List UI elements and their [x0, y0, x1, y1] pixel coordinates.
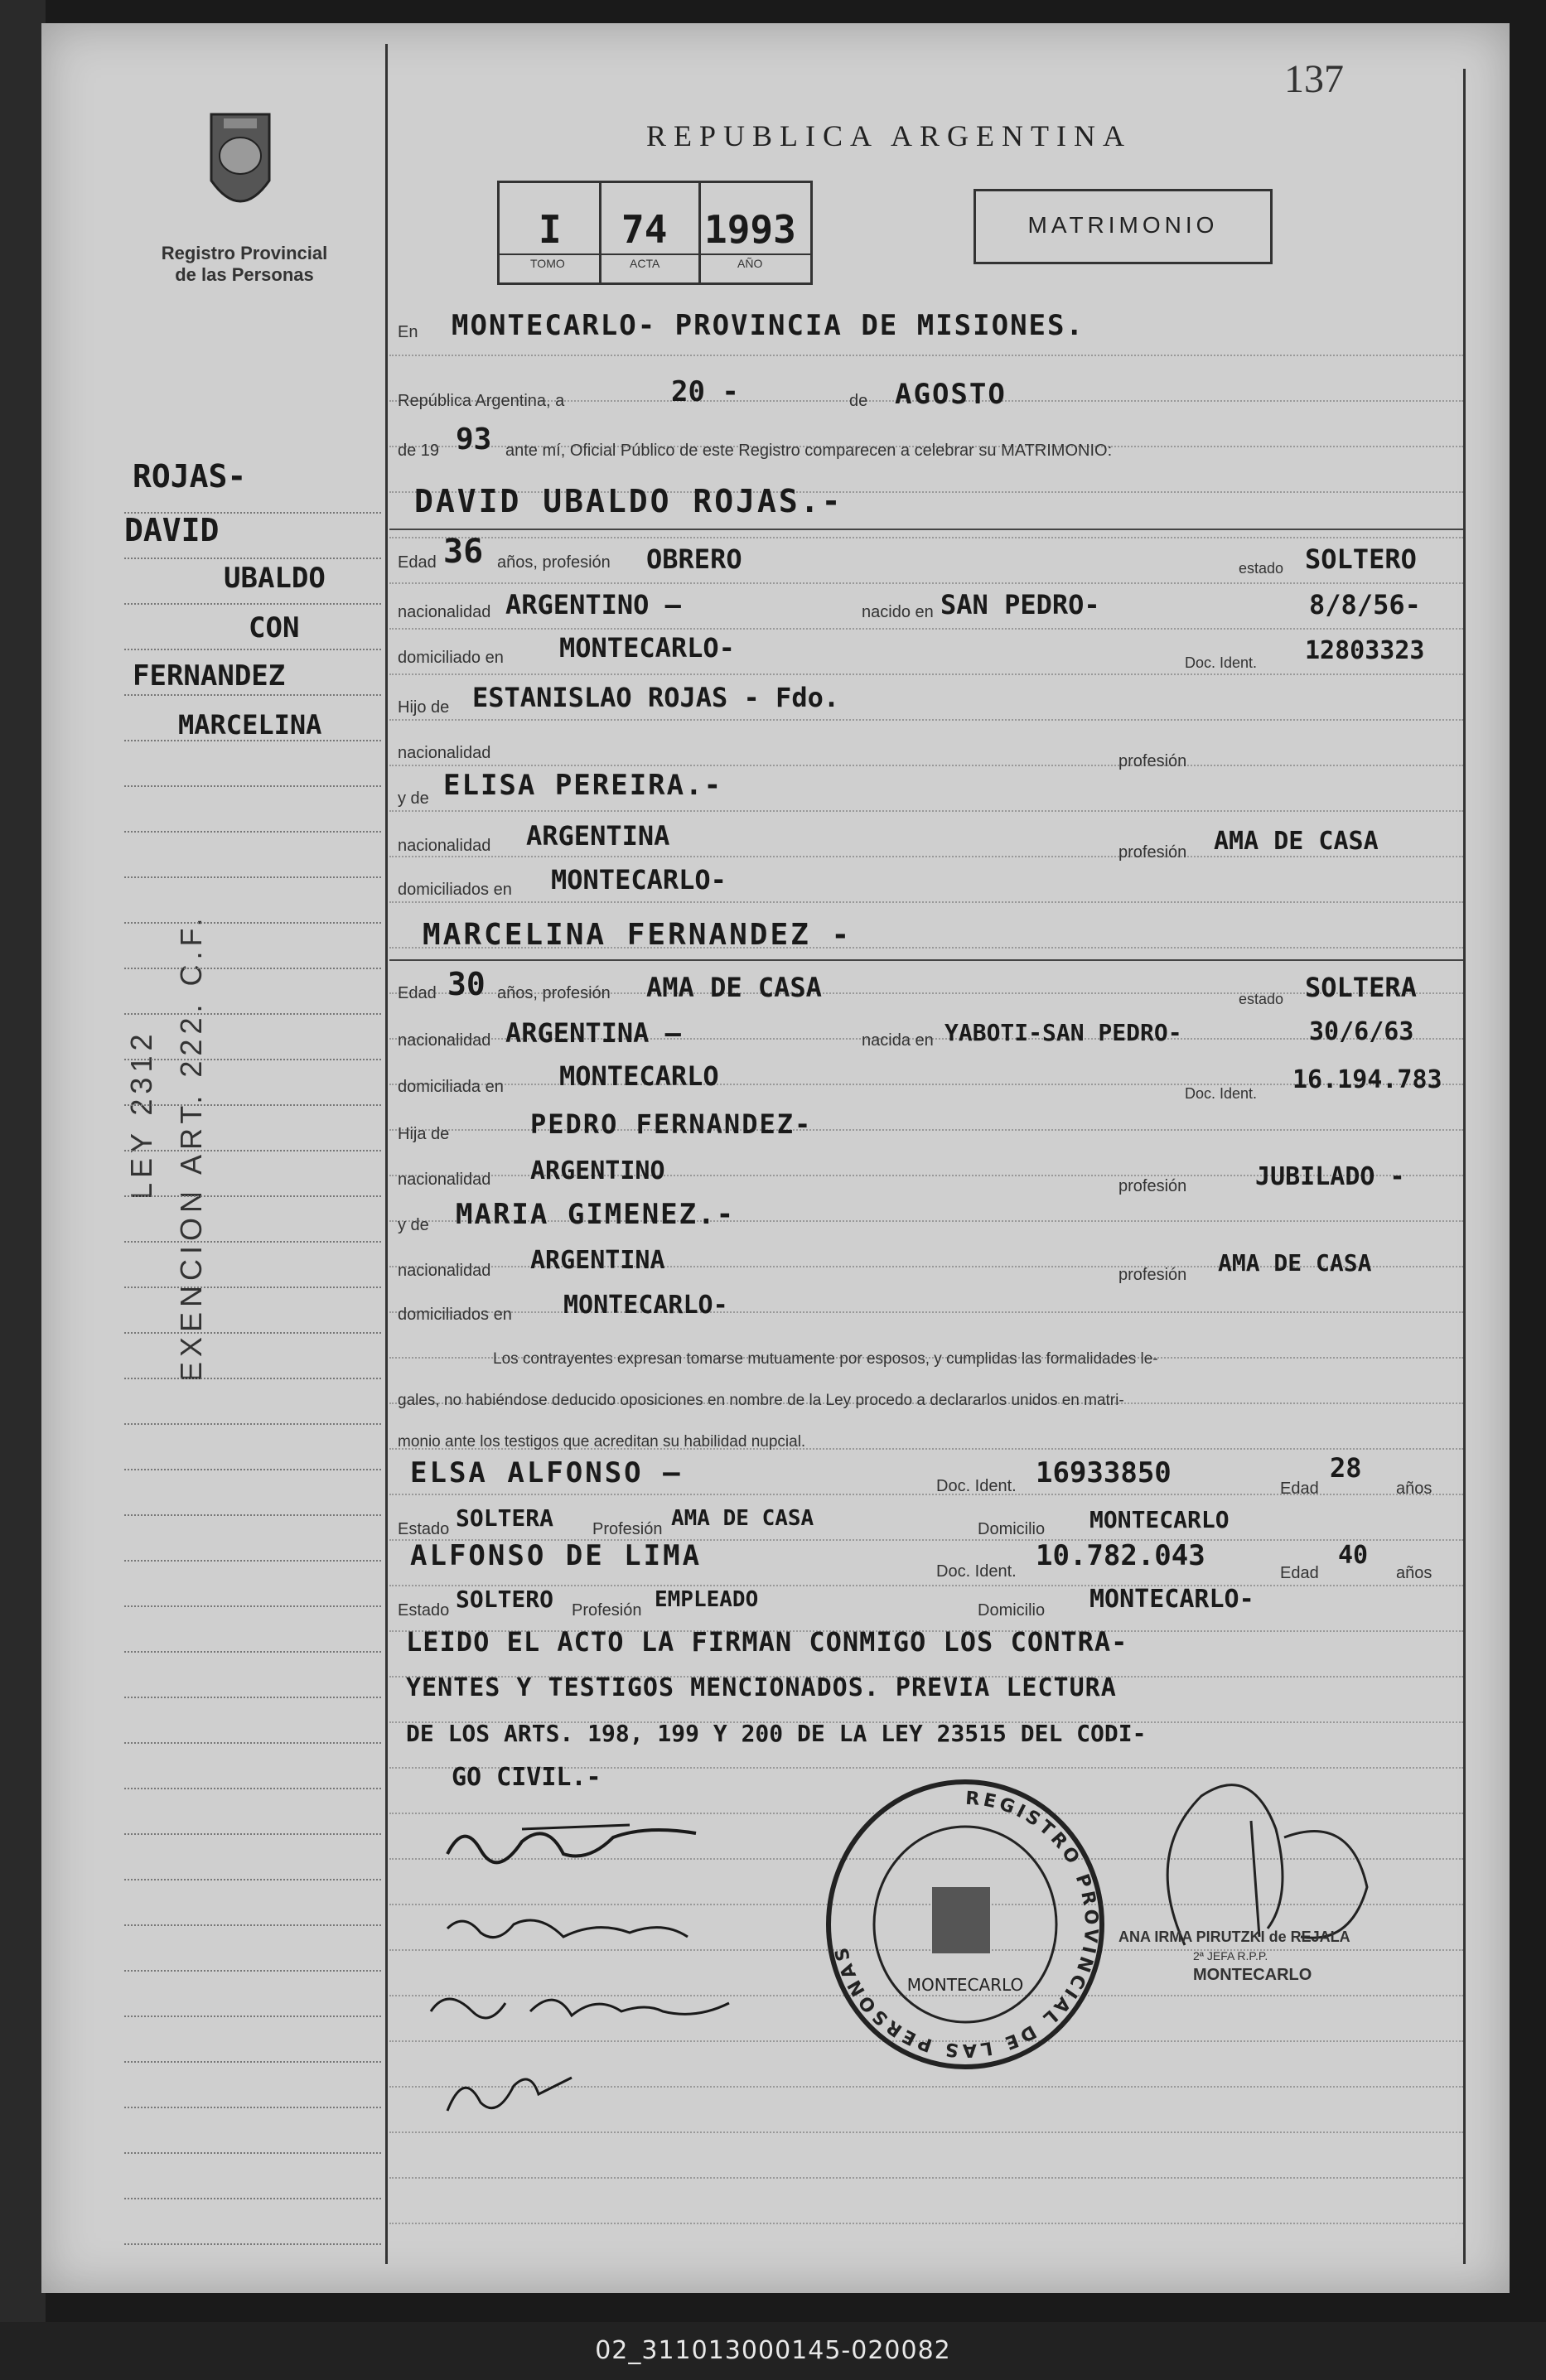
groom-doc: 12803323	[1305, 636, 1425, 665]
body-rule	[389, 2223, 1463, 2224]
witness2-edad: 40	[1338, 1541, 1369, 1570]
bride-profesion-label: años, profesión	[497, 984, 611, 1002]
witness1-signature	[414, 1970, 762, 2044]
book-spine	[0, 0, 46, 2380]
groom-hijo-label: Hijo de	[398, 698, 450, 717]
margin-rule	[124, 2198, 381, 2199]
witness1-estado-label: Estado	[398, 1520, 450, 1538]
witness2-doc: 10.782.043	[1036, 1539, 1205, 1572]
bride-domicilio-label: domiciliada en	[398, 1078, 504, 1096]
body-rule	[389, 537, 1463, 538]
groom-padre-nac-label: nacionalidad	[398, 744, 491, 762]
declaration-line-1: Los contrayentes expresan tomarse mutuamente por esposos, y cumplidas las formalidades le-	[493, 1350, 1158, 1368]
margin-rule	[124, 512, 381, 514]
margin-rule	[124, 2152, 381, 2154]
bride-fecha: 30/6/63	[1309, 1017, 1414, 1046]
intro-day: 20 -	[671, 375, 739, 408]
margin-rule	[124, 1150, 381, 1151]
bride-padre-nac-label: nacionalidad	[398, 1171, 491, 1189]
margin-rule	[124, 1059, 381, 1060]
margin-rule	[124, 2107, 381, 2108]
groom-madre-nac-label: nacionalidad	[398, 837, 491, 855]
ano-value: 1993	[704, 207, 796, 252]
bride-domicilio: MONTECARLO	[559, 1060, 719, 1092]
groom-domicilio-label: domiciliado en	[398, 649, 504, 667]
tomo-label: TOMO	[530, 257, 565, 270]
closing-line-4: GO CIVIL.-	[452, 1763, 601, 1792]
margin-rule	[124, 1378, 381, 1379]
groom-separator	[389, 529, 1463, 530]
official-name: ANA IRMA PIRUTZKI de REJALA	[1118, 1929, 1350, 1945]
witness1-edad: 28	[1330, 1452, 1362, 1484]
margin-rule	[124, 2061, 381, 2063]
closing-line-3: DE LOS ARTS. 198, 199 Y 200 DE LA LEY 23515 DEL CODI-	[406, 1720, 1147, 1747]
margin-rule	[124, 1195, 381, 1197]
official-title: 2ª JEFA R.P.P.	[1193, 1949, 1268, 1962]
bride-padre: PEDRO FERNANDEZ-	[530, 1108, 813, 1140]
witness2-estado: SOLTERO	[456, 1586, 554, 1613]
bride-yde-label: y de	[398, 1216, 429, 1234]
groom-profesion-label: años, profesión	[497, 553, 611, 572]
bride-madre-prof: AMA DE CASA	[1218, 1249, 1372, 1277]
groom-madre-prof: AMA DE CASA	[1214, 827, 1379, 856]
crest-icon	[199, 106, 282, 230]
groom-nacionalidad: ARGENTINO —	[505, 589, 681, 620]
margin-stamp-exempt: EXENCION ART. 222. C.F.	[174, 913, 208, 1382]
witness1-profesion-label: Profesión	[592, 1520, 663, 1538]
groom-domiciliados: MONTECARLO-	[551, 864, 727, 896]
witness1-doc: 16933850	[1036, 1456, 1172, 1489]
bride-nacida: YABOTI-SAN PEDRO-	[945, 1019, 1182, 1046]
bride-edad: 30	[447, 966, 486, 1002]
groom-estado: SOLTERO	[1305, 543, 1417, 575]
witness2-domicilio: MONTECARLO-	[1089, 1585, 1254, 1614]
margin-rule	[124, 1833, 381, 1835]
body-rule	[389, 673, 1463, 675]
groom-nacido-label: nacido en	[862, 603, 934, 621]
bride-padre-prof-label: profesión	[1118, 1177, 1187, 1195]
bride-nacionalidad: ARGENTINA —	[505, 1017, 681, 1049]
witness1-name: ELSA ALFONSO —	[410, 1456, 683, 1489]
groom-domiciliados-label: domiciliados en	[398, 881, 512, 899]
seal-center-text: MONTECARLO	[906, 1975, 1024, 1995]
official-seal	[812, 1771, 1118, 2078]
witness2-profesion-label: Profesión	[572, 1601, 642, 1620]
margin-line-4: CON	[249, 611, 300, 644]
witness2-doc-label: Doc. Ident.	[936, 1562, 1017, 1581]
margin-rule	[124, 1560, 381, 1562]
margin-rule	[124, 1514, 381, 1516]
bride-madre-nac-label: nacionalidad	[398, 1262, 491, 1280]
bride-nacionalidad-label: nacionalidad	[398, 1031, 491, 1050]
margin-rule	[124, 1423, 381, 1425]
act-type: MATRIMONIO	[1027, 212, 1219, 238]
groom-doc-label: Doc. Ident.	[1185, 654, 1258, 671]
margin-rule	[124, 1332, 381, 1334]
margin-rule	[124, 1879, 381, 1880]
margin-rule	[124, 1605, 381, 1607]
bride-doc: 16.194.783	[1292, 1065, 1442, 1094]
page-number: 137	[1284, 57, 1344, 101]
groom-name: DAVID UBALDO ROJAS.-	[414, 483, 843, 519]
margin-stamp-law: LEY 2312	[124, 1029, 158, 1200]
body-rule	[389, 582, 1463, 584]
bride-nacida-label: nacida en	[862, 1031, 934, 1050]
body-rule	[389, 719, 1463, 721]
witness2-name: ALFONSO DE LIMA	[410, 1539, 703, 1572]
registry-name: Registro Provincial de las Personas	[161, 243, 328, 285]
body-rule	[389, 901, 1463, 903]
groom-domicilio: MONTECARLO-	[559, 632, 735, 664]
witness1-domicilio-label: Domicilio	[978, 1520, 1046, 1538]
margin-surname: ROJAS-	[133, 458, 247, 495]
groom-signature	[431, 1804, 746, 1879]
tomo-value: I	[539, 207, 562, 252]
margin-rule	[124, 876, 381, 878]
margin-rule	[124, 694, 381, 696]
body-rule	[389, 2177, 1463, 2179]
margin-rule	[124, 1924, 381, 1926]
witness2-profesion: EMPLEADO	[655, 1587, 759, 1612]
intro-year-prefix: de 19	[398, 442, 440, 460]
body-rule	[389, 1311, 1463, 1313]
right-rule	[1463, 69, 1466, 2264]
bride-hija-label: Hija de	[398, 1125, 450, 1143]
footer-id: 02_311013000145-020082	[595, 2336, 951, 2365]
body-rule	[389, 628, 1463, 630]
closing-line-2: YENTES Y TESTIGOS MENCIONADOS. PREVIA LECTURA	[406, 1673, 1117, 1702]
intro-year: 93	[456, 422, 492, 456]
margin-rule	[124, 968, 381, 969]
bride-padre-nac: ARGENTINO	[530, 1156, 665, 1185]
witness2-signature	[431, 2053, 597, 2136]
groom-edad-label: Edad	[398, 553, 437, 572]
margin-rule	[124, 2016, 381, 2017]
witness1-profesion: AMA DE CASA	[671, 1506, 814, 1531]
body-rule	[389, 856, 1463, 857]
acta-label: ACTA	[630, 257, 660, 270]
margin-rule	[124, 603, 381, 605]
margin-rule	[124, 1469, 381, 1470]
ano-label: AÑO	[737, 257, 763, 270]
groom-edad: 36	[443, 533, 484, 571]
margin-rule	[124, 922, 381, 924]
margin-rule	[124, 1241, 381, 1243]
bride-domiciliados: MONTECARLO-	[563, 1291, 728, 1320]
margin-line-3: UBALDO	[224, 562, 326, 595]
bride-separator	[389, 959, 1463, 961]
bride-name: MARCELINA FERNANDEZ -	[423, 918, 853, 952]
intro-en-label: En	[398, 323, 418, 341]
margin-rule	[124, 1788, 381, 1789]
bride-profesion: AMA DE CASA	[646, 972, 822, 1003]
bride-madre-nac: ARGENTINA	[530, 1246, 665, 1275]
intro-statement: ante mí, Oficial Público de este Registro comparecen a celebrar su MATRIMONIO:	[505, 442, 1113, 460]
margin-rule	[124, 831, 381, 833]
margin-rule	[124, 1651, 381, 1653]
margin-rule	[124, 1287, 381, 1288]
margin-divider	[385, 44, 388, 2264]
witness2-edad-label: Edad	[1280, 1564, 1319, 1582]
witness2-domicilio-label: Domicilio	[978, 1601, 1046, 1620]
witness1-anos-label: años	[1396, 1480, 1432, 1498]
groom-nacionalidad-label: nacionalidad	[398, 603, 491, 621]
groom-profesion: OBRERO	[646, 543, 742, 575]
witness1-doc-label: Doc. Ident.	[936, 1477, 1017, 1495]
margin-rule	[124, 1104, 381, 1106]
bride-madre: MARIA GIMENEZ.-	[456, 1198, 736, 1231]
witness2-anos-label: años	[1396, 1564, 1432, 1582]
witness1-estado: SOLTERA	[456, 1504, 554, 1532]
bride-doc-label: Doc. Ident.	[1185, 1085, 1258, 1102]
bride-estado: SOLTERA	[1305, 972, 1417, 1003]
margin-rule	[124, 1970, 381, 1972]
country-title: REPUBLICA ARGENTINA	[646, 119, 1133, 152]
intro-place: MONTECARLO- PROVINCIA DE MISIONES.	[452, 309, 1085, 342]
body-rule	[389, 765, 1463, 766]
intro-month: AGOSTO	[895, 378, 1007, 411]
margin-rule	[124, 1742, 381, 1744]
document-page	[41, 23, 1510, 2293]
bride-signature	[431, 1895, 746, 1962]
groom-fecha: 8/8/56-	[1309, 589, 1421, 620]
intro-de-label: de	[849, 392, 868, 410]
margin-rule	[124, 558, 381, 559]
bride-edad-label: Edad	[398, 984, 437, 1002]
closing-line-1: LEIDO EL ACTO LA FIRMAN CONMIGO LOS CONTRA-	[406, 1626, 1128, 1658]
margin-line-2: DAVID	[124, 512, 220, 548]
groom-madre: ELISA PEREIRA.-	[443, 769, 723, 802]
declaration-line-3: monio ante los testigos que acreditan su habilidad nupcial.	[398, 1433, 806, 1451]
groom-nacido: SAN PEDRO-	[940, 589, 1100, 620]
intro-republic-label: República Argentina, a	[398, 392, 565, 410]
bride-domiciliados-label: domiciliados en	[398, 1306, 512, 1324]
margin-rule	[124, 2243, 381, 2245]
margin-line-5: FERNANDEZ	[133, 659, 286, 693]
witness1-domicilio: MONTECARLO	[1089, 1506, 1230, 1533]
body-rule	[389, 810, 1463, 812]
groom-padre-prof-label: profesión	[1118, 752, 1187, 770]
official-office: MONTECARLO	[1193, 1966, 1312, 1984]
groom-estado-label: estado	[1239, 560, 1284, 577]
margin-rule	[124, 1013, 381, 1015]
bride-padre-prof: JUBILADO -	[1255, 1162, 1405, 1191]
declaration-line-2: gales, no habiéndose deducido oposiciones en nombre de la Ley procedo a declararlos unidos en matri-	[398, 1392, 1124, 1409]
bride-madre-prof-label: profesión	[1118, 1266, 1187, 1284]
body-rule	[389, 355, 1463, 356]
seal-ring-text: REGISTRO PROVINCIAL DE LAS PERSONAS	[830, 1788, 1102, 2061]
groom-yde-label: y de	[398, 789, 429, 808]
acta-value: 74	[621, 207, 668, 252]
groom-madre-prof-label: profesión	[1118, 843, 1187, 862]
margin-rule	[124, 649, 381, 650]
groom-madre-nac: ARGENTINA	[526, 820, 670, 852]
groom-padre: ESTANISLAO ROJAS - Fdo.	[472, 682, 840, 713]
bride-estado-label: estado	[1239, 991, 1284, 1007]
margin-rule	[124, 1697, 381, 1698]
witness2-estado-label: Estado	[398, 1601, 450, 1620]
witness1-edad-label: Edad	[1280, 1480, 1319, 1498]
margin-rule	[124, 785, 381, 787]
margin-rule	[124, 740, 381, 741]
margin-line-6: MARCELINA	[178, 709, 322, 741]
